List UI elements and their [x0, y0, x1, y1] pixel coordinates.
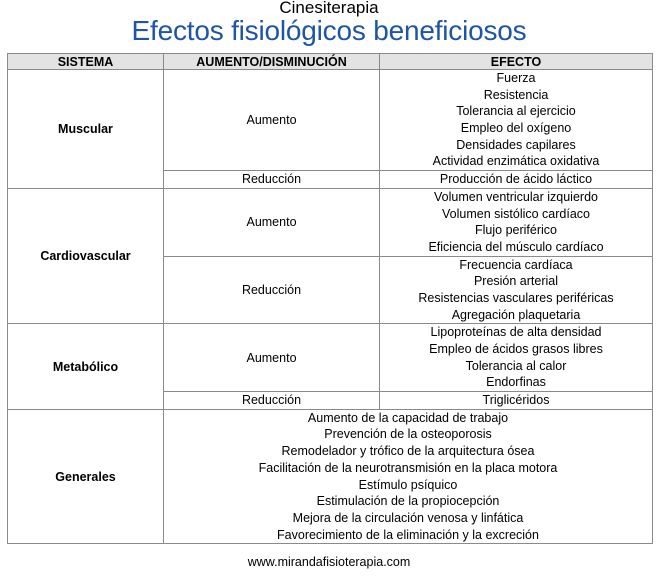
effect-item: Tolerancia al calor	[465, 358, 567, 373]
effect-item: Estímulo psíquico	[358, 477, 458, 492]
effect-item: Producción de ácido láctico	[439, 172, 593, 187]
effect-item: Eficiencia del músculo cardíaco	[428, 239, 604, 254]
table-row	[8, 409, 653, 544]
table-header-row	[8, 54, 653, 70]
effect-item: Empleo del oxígeno	[460, 121, 572, 136]
effect-item: Prevención de la osteoporosis	[324, 427, 492, 442]
effect-item: Volumen sistólico cardíaco	[442, 206, 590, 221]
direction-cell: Aumento	[164, 188, 380, 256]
direction-cell: Aumento	[164, 70, 380, 171]
direction-cell: Reducción	[164, 392, 380, 410]
header-efecto: EFECTO	[380, 54, 653, 70]
effect-item: Frecuencia cardíaca	[459, 257, 573, 272]
page-title: Efectos fisiológicos beneficiosos	[131, 15, 527, 46]
system-muscular: Muscular	[8, 70, 164, 189]
effect-item: Presión arterial	[473, 274, 559, 289]
table-row	[8, 188, 653, 256]
system-generales: Generales	[8, 409, 164, 544]
effects-cell	[380, 188, 653, 256]
effects-cell	[380, 256, 653, 324]
effect-item: Facilitación de la neurotransmisión en la placa motora	[258, 460, 558, 475]
effect-item: Lipoproteínas de alta densidad	[430, 325, 602, 340]
footer-url: www.mirandafisioterapia.com	[247, 555, 411, 569]
effect-item: Flujo periférico	[475, 223, 557, 238]
effect-item: Resistencia	[483, 87, 549, 102]
table-row	[8, 70, 653, 171]
effect-item: Resistencias vasculares periféricas	[418, 290, 614, 305]
system-metabolico: Metabólico	[8, 324, 164, 409]
effect-item: Fuerza	[496, 71, 536, 85]
direction-cell: Reducción	[164, 256, 380, 324]
effect-item: Tolerancia al ejercicio	[456, 104, 576, 119]
effects-cell	[380, 392, 653, 410]
header-sistema: SISTEMA	[8, 54, 164, 70]
effect-item: Aumento de la capacidad de trabajo	[307, 410, 509, 425]
direction-cell: Reducción	[164, 171, 380, 189]
effect-item: Actividad enzimática oxidativa	[432, 154, 600, 169]
effect-item: Remodelador y trófico de la arquitectura ósea	[281, 444, 535, 459]
effect-item: Endorfinas	[486, 375, 546, 390]
effects-table	[7, 53, 653, 544]
table-row	[8, 324, 653, 392]
effect-item: Triglicéridos	[482, 393, 550, 408]
effects-cell	[380, 171, 653, 189]
effect-item: Estimulación de la propiocepción	[316, 494, 500, 509]
supertitle: Cinesiterapia	[279, 0, 379, 17]
effects-cell	[380, 324, 653, 392]
effects-cell	[380, 70, 653, 171]
effect-item: Agregación plaquetaria	[451, 307, 581, 322]
effect-item: Empleo de ácidos grasos libres	[429, 342, 603, 356]
direction-cell: Aumento	[164, 324, 380, 392]
system-cardiovascular: Cardiovascular	[8, 188, 164, 324]
effect-item: Densidades capilares	[456, 137, 576, 152]
effect-item: Volumen ventricular izquierdo	[434, 189, 598, 204]
effects-cell	[164, 409, 653, 544]
effect-item: Favorecimiento de la eliminación y la excreción	[277, 527, 539, 542]
effect-item: Mejora de la circulación venosa y linfática	[292, 510, 524, 525]
header-aumento-disminucion: AUMENTO/DISMINUCIÓN	[164, 54, 380, 70]
